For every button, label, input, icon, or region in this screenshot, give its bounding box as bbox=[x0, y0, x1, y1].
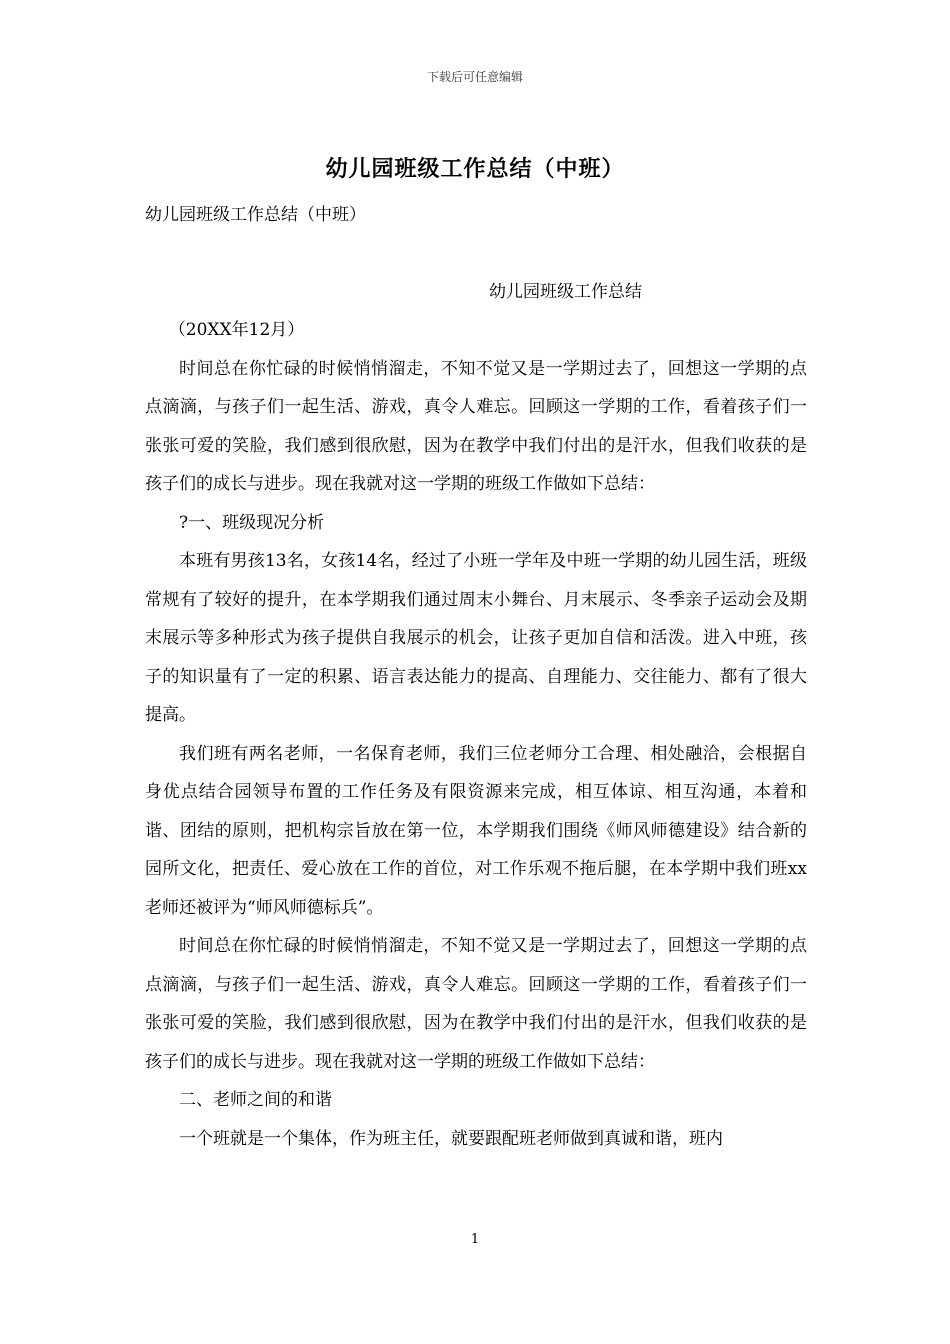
paragraph-class-status: 本班有男孩13名，女孩14名，经过了小班一学年及中班一学期的幼儿园生活，班级常规有了较好的提升，在本学期我们通过周末小舞台、月末展示、冬季亲子运动会及期末展示等多种形式为孩子提供自我展示的机会，让孩子更加自信和活泼。进入中班，孩子的知识量有了一定的积累、语言表达能力的提高、自理能力、交往能力、都有了很大提高。 bbox=[145, 551, 807, 725]
heading-class-status: ?一、班级现况分析 bbox=[179, 512, 325, 533]
paragraph-teachers: 我们班有两名老师，一名保育老师，我们三位老师分工合理、相处融洽，会根据自身优点结合园领导布置的工作任务及有限资源来完成，相互体谅、相互沟通，本着和谐、团结的原则，把机构宗旨放在第一位，本学期我们围绕《师风师德建设》结合新的园所文化，把责任、爱心放在工作的首位，对工作乐观不拖后腿，在本学期中我们班xx老师还被评为“师风师德标兵”。 bbox=[145, 743, 807, 918]
document-date: （20XX年12月） bbox=[168, 320, 305, 340]
heading-teacher-harmony: 二、老师之间的和谐 bbox=[179, 1090, 332, 1110]
section-title: 幼儿园班级工作总结 bbox=[489, 281, 642, 302]
document-body bbox=[145, 196, 807, 1158]
document-title: 幼儿园班级工作总结（中班） bbox=[325, 156, 625, 182]
paragraph-intro: 时间总在你忙碌的时候悄悄溜走，不知不觉又是一学期过去了，回想这一学期的点点滴滴，与孩子们一起生活、游戏，真令人难忘。回顾这一学期的工作，看着孩子们一张张可爱的笑脸，我们感到很欣慰，因为在教学中我们付出的是汗水，但我们收获的是孩子们的成长与进步。现在我就对这一学期的班级工作做如下总结： bbox=[145, 358, 807, 494]
paragraph-intro-repeat: 时间总在你忙碌的时候悄悄溜走，不知不觉又是一学期过去了，回想这一学期的点点滴滴，与孩子们一起生活、游戏，真令人难忘。回顾这一学期的工作，看着孩子们一张张可爱的笑脸，我们感到很欣慰，因为在教学中我们付出的是汗水，但我们收获的是孩子们的成长与进步。现在我就对这一学期的班级工作做如下总结： bbox=[145, 936, 807, 1072]
header-note: 下载后可任意编辑 bbox=[426, 70, 523, 84]
document-subtitle: 幼儿园班级工作总结（中班） bbox=[145, 205, 366, 225]
paragraph-teacher-harmony: 一个班就是一个集体，作为班主任，就要跟配班老师做到真诚和谐，班内 bbox=[179, 1128, 723, 1149]
page-number: 1 bbox=[470, 1232, 480, 1247]
